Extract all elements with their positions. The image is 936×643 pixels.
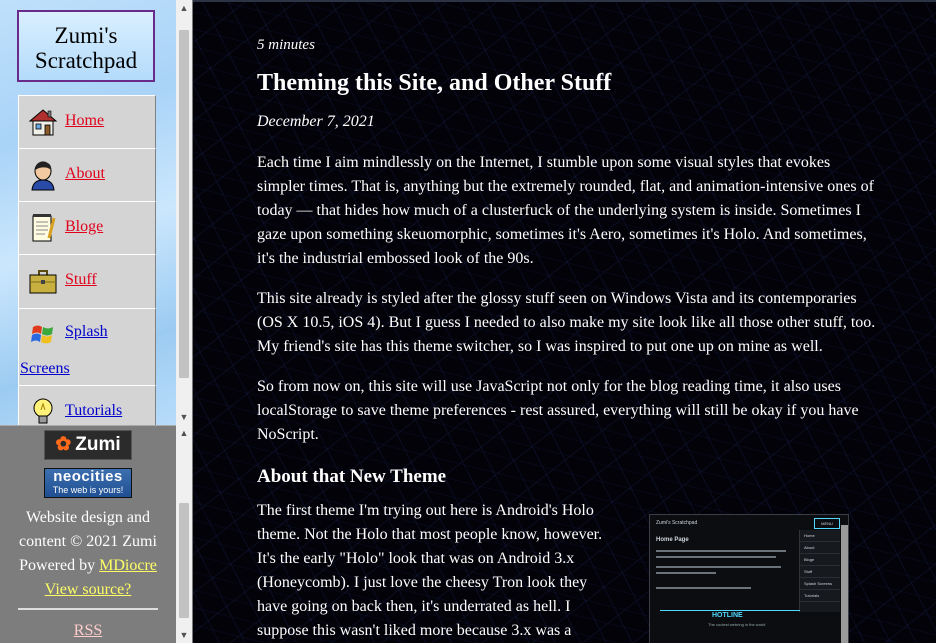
- nav-item-tutorials[interactable]: [18, 385, 156, 425]
- zumi-badge-text: Zumi: [75, 434, 121, 455]
- figure-menu-button: MENU: [814, 518, 840, 529]
- lightbulb-icon: [27, 396, 59, 425]
- house-icon: [27, 106, 59, 138]
- figure-side-menu: [799, 530, 840, 612]
- powered-by: [0, 554, 176, 578]
- reading-time: 5 minutes: [257, 37, 315, 53]
- windows-logo-icon: [27, 319, 59, 351]
- figure-menu-item: Stuff: [800, 566, 840, 578]
- nav-pane: [0, 0, 176, 425]
- figure-menu-item: Home: [800, 530, 840, 542]
- briefcase-icon: [27, 265, 59, 297]
- figure-signature: [656, 587, 751, 589]
- scroll-down-arrow-icon[interactable]: ▼: [179, 412, 189, 422]
- credits-divider: [18, 608, 158, 610]
- figure-menu-item: Splash Screens: [800, 578, 840, 590]
- figure-hotline: HOTLINE: [712, 612, 743, 619]
- neocities-badge-tagline: The web is yours!: [52, 485, 124, 495]
- figure-text-line: [656, 556, 776, 558]
- mdiocre-link[interactable]: MDiocre: [99, 557, 157, 574]
- post-paragraph: This site already is styled after the glossy stuff seen on Windows Vista and its contemporaries (OS X 10.5, iOS 4). But I guess I needed to also make my site look like all those other stuff, too. My friend's site has this theme switcher, so I was inspired to put one up on mine as well.: [257, 290, 876, 355]
- nav-link-tutorials[interactable]: Tutorials: [65, 402, 123, 419]
- neocities-badge-title: neocities: [53, 468, 123, 485]
- nav-scroll-thumb[interactable]: [179, 30, 189, 378]
- info-scroll-thumb[interactable]: [179, 503, 189, 618]
- section-paragraph: The first theme I'm trying out here is Android's Holo theme. Not the Holo that most people know, however. It's the early "Holo" look that was on Android 3.x (Honeycomb). I just love the cheesy Tron look they have going on back then, it's underrated as hell. I suppose this wasn't liked more because 3.x was a: [257, 502, 603, 639]
- info-scroll-up-arrow-icon[interactable]: ▲: [179, 428, 189, 438]
- figure-site-title: Zumi's Scratchpad: [656, 520, 698, 526]
- powered-by-prefix: Powered by: [19, 557, 100, 574]
- credits-line1: Website design and: [25, 509, 150, 526]
- figure-menu-item: About: [800, 542, 840, 554]
- sidebar: [0, 0, 193, 643]
- holo-theme-screenshot: [649, 514, 849, 643]
- site-logo[interactable]: [17, 10, 155, 82]
- logo-line1: Zumi's: [54, 23, 118, 48]
- figure-heading: Home Page: [656, 537, 689, 543]
- rss-row: [0, 622, 176, 640]
- notepad-icon: [27, 212, 59, 244]
- figure-text-line: [656, 550, 786, 552]
- figure-menu-item: Bloge: [800, 554, 840, 566]
- post-paragraph: So from now on, this site will use JavaScript not only for the blog reading time, it also uses localStorage to save theme preferences - rest assured, everything will still be okay if you have NoScript.: [257, 378, 859, 443]
- nav-scrollbar[interactable]: [176, 0, 192, 425]
- rss-link[interactable]: RSS: [73, 622, 103, 639]
- nav-link-home[interactable]: Home: [65, 112, 105, 129]
- nav-link-splash-wrap[interactable]: Screens: [20, 360, 70, 377]
- figure-text-line: [656, 572, 716, 574]
- nav-item-bloge[interactable]: [18, 201, 156, 255]
- info-pane: [0, 425, 176, 643]
- person-icon: [27, 159, 59, 191]
- figure-subtitle: The coolest webring in the world: [708, 622, 766, 627]
- info-scrollbar[interactable]: [176, 425, 192, 643]
- credits: [0, 506, 176, 616]
- figure-scrollbar: [841, 525, 848, 643]
- nav-link-bloge[interactable]: Bloge: [65, 218, 104, 235]
- nav-item-splash-screens[interactable]: [18, 308, 156, 386]
- nav-link-splash[interactable]: Splash: [65, 323, 108, 340]
- neocities-badge[interactable]: [44, 468, 132, 498]
- figure-text-line: [656, 566, 781, 568]
- main-content: [193, 0, 936, 643]
- figure-accent-bar: [660, 610, 800, 611]
- post-paragraph: Each time I aim mindlessly on the Internet, I stumble upon some visual styles that evokes simpler times. That is, anything but the extremely rounded, flat, and animation-intensive ones of today — that hides how much of a clusterfuck of the underlying system is inside. Sometimes I gaze upon something skeuomorphic, sometimes it's Aero, sometimes it's Holo. And sometimes, it's the industrial embossed look of the 90s.: [257, 154, 874, 267]
- nav-link-stuff[interactable]: Stuff: [65, 271, 97, 288]
- paw-icon: ✿: [55, 434, 72, 455]
- nav-item-stuff[interactable]: [18, 254, 156, 309]
- nav-item-home[interactable]: [18, 95, 156, 149]
- info-scroll-down-arrow-icon[interactable]: ▼: [179, 630, 189, 640]
- nav-link-about[interactable]: About: [65, 165, 105, 182]
- section-heading: About that New Theme: [257, 466, 447, 487]
- nav-item-about[interactable]: [18, 148, 156, 202]
- post-title: Theming this Site, and Other Stuff: [257, 70, 612, 96]
- figure-menu-item: Tutorials: [800, 590, 840, 602]
- view-source-link[interactable]: View source?: [44, 581, 132, 598]
- credits-line2: content © 2021 Zumi: [19, 533, 157, 550]
- logo-line2: Scratchpad: [34, 48, 138, 73]
- scroll-up-arrow-icon[interactable]: ▲: [179, 3, 189, 13]
- post-date: December 7, 2021: [257, 113, 375, 130]
- zumi-badge[interactable]: [44, 430, 132, 460]
